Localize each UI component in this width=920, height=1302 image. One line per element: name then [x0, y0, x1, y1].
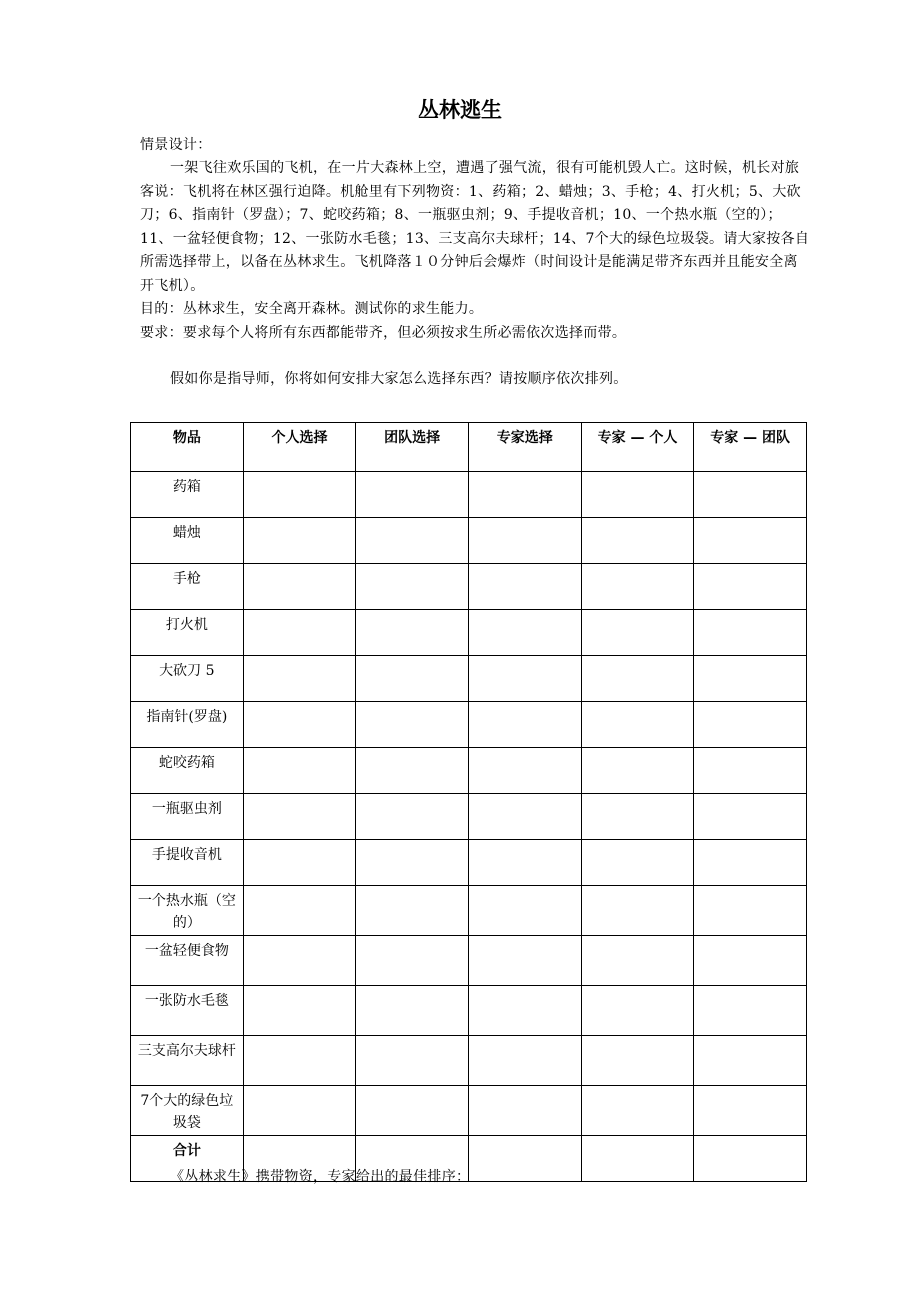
empty-cell [356, 840, 469, 886]
empty-cell [356, 748, 469, 794]
empty-cell [581, 1086, 694, 1136]
empty-cell [581, 518, 694, 564]
empty-cell [356, 986, 469, 1036]
item-name: 一张防水毛毯 [131, 986, 244, 1036]
empty-cell [694, 610, 807, 656]
item-name: 指南针(罗盘) [131, 702, 244, 748]
goal-text: 目的：丛林求生，安全离开森林。测试你的求生能力。 [140, 301, 484, 317]
empty-cell [468, 702, 581, 748]
table-row [131, 794, 807, 840]
requirement-text: 要求：要求每个人将所有东西都能带齐，但必须按求生所必需依次选择而带。 [140, 325, 627, 341]
column-header: 团队选择 [356, 423, 469, 472]
empty-cell [243, 702, 356, 748]
column-header: 专家选择 [468, 423, 581, 472]
empty-cell [243, 1036, 356, 1086]
column-header: 专家 — 团队 [694, 423, 807, 472]
empty-cell [581, 702, 694, 748]
empty-cell [468, 610, 581, 656]
table-row [131, 886, 807, 936]
column-header: 物品 [131, 423, 244, 472]
item-name: 7个大的绿色垃圾袋 [131, 1086, 244, 1136]
empty-cell [243, 610, 356, 656]
selection-table [130, 422, 807, 1182]
empty-cell [356, 1036, 469, 1086]
empty-cell [694, 936, 807, 986]
empty-cell [468, 840, 581, 886]
empty-cell [581, 656, 694, 702]
item-name: 一个热水瓶（空的） [131, 886, 244, 936]
empty-cell [581, 794, 694, 840]
empty-cell [468, 518, 581, 564]
empty-cell [694, 472, 807, 518]
empty-cell [581, 840, 694, 886]
item-name: 三支高尔夫球杆 [131, 1036, 244, 1086]
empty-cell [694, 1086, 807, 1136]
empty-cell [243, 986, 356, 1036]
empty-cell [356, 610, 469, 656]
empty-cell [243, 748, 356, 794]
empty-cell [356, 518, 469, 564]
table-row [131, 656, 807, 702]
empty-cell [694, 840, 807, 886]
table-row [131, 1086, 807, 1136]
empty-cell [243, 794, 356, 840]
footer-text: 《丛林求生》携带物资，专家给出的最佳排序： [170, 1169, 471, 1185]
empty-cell [581, 472, 694, 518]
table-row [131, 472, 807, 518]
table-row [131, 936, 807, 986]
table-row [131, 748, 807, 794]
empty-cell [581, 1036, 694, 1086]
empty-cell [356, 1086, 469, 1136]
item-name: 蜡烛 [131, 518, 244, 564]
empty-cell [581, 564, 694, 610]
empty-cell [581, 986, 694, 1036]
empty-cell [694, 656, 807, 702]
empty-cell [243, 936, 356, 986]
empty-cell [694, 748, 807, 794]
empty-cell [694, 886, 807, 936]
item-name: 手提收音机 [131, 840, 244, 886]
item-name: 手枪 [131, 564, 244, 610]
empty-cell [243, 656, 356, 702]
table-row [131, 1036, 807, 1086]
table-header-row [131, 423, 807, 472]
table-row [131, 518, 807, 564]
empty-cell [243, 886, 356, 936]
item-name: 一瓶驱虫剂 [131, 794, 244, 840]
empty-cell [468, 936, 581, 986]
question-text: 假如你是指导师，你将如何安排大家怎么选择东西？请按顺序依次排列。 [170, 371, 628, 387]
table-row [131, 840, 807, 886]
empty-cell [356, 794, 469, 840]
empty-cell [356, 472, 469, 518]
item-name: 打火机 [131, 610, 244, 656]
empty-cell [356, 886, 469, 936]
table-row [131, 610, 807, 656]
table-row [131, 702, 807, 748]
scenario-text: 一架飞往欢乐国的飞机，在一片大森林上空，遭遇了强气流，很有可能机毁人亡。这时候，机长对旅客说：飞机将在林区强行迫降。机舱里有下列物资：1、药箱；2、蜡烛；3、手枪；4、打火机；5、大砍刀；6、指南针（罗盘）；7、蛇咬药箱；8、一瓶驱虫剂；9、手提收音机；10、一个热水瓶（空的）；11、一盆轻便食物；12、一张防水毛毯；13、三支高尔夫球杆；14、7个大的绿色垃圾袋。请大家按各自所需选择带上，以备在丛林求生。飞机降落１０分钟后会爆炸（时间设计是能满足带齐东西并且能安全离开飞机）。 [140, 160, 810, 294]
empty-cell [468, 986, 581, 1036]
empty-cell [356, 702, 469, 748]
item-name: 合计 [131, 1136, 244, 1182]
column-header: 个人选择 [243, 423, 356, 472]
empty-cell [694, 518, 807, 564]
empty-cell [356, 936, 469, 986]
empty-cell [468, 564, 581, 610]
empty-cell [581, 610, 694, 656]
empty-cell [581, 748, 694, 794]
empty-cell [581, 886, 694, 936]
empty-cell [468, 794, 581, 840]
item-name: 药箱 [131, 472, 244, 518]
table-row [131, 564, 807, 610]
empty-cell [694, 794, 807, 840]
empty-cell [694, 986, 807, 1036]
table-row [131, 986, 807, 1036]
scenario-label: 情景设计： [140, 137, 212, 153]
empty-cell [468, 656, 581, 702]
empty-cell [243, 472, 356, 518]
empty-cell [468, 472, 581, 518]
column-header: 专家 — 个人 [581, 423, 694, 472]
page-title: 丛林逃生 [418, 98, 502, 122]
empty-cell [356, 656, 469, 702]
empty-cell [468, 1086, 581, 1136]
empty-cell [243, 518, 356, 564]
empty-cell [243, 840, 356, 886]
item-name: 一盆轻便食物 [131, 936, 244, 986]
empty-cell [468, 886, 581, 936]
empty-cell [694, 702, 807, 748]
item-name: 蛇咬药箱 [131, 748, 244, 794]
empty-cell [694, 1036, 807, 1086]
empty-cell [468, 1036, 581, 1086]
item-name: 大砍刀 5 [131, 656, 244, 702]
empty-cell [356, 564, 469, 610]
empty-cell [581, 936, 694, 986]
empty-cell [468, 748, 581, 794]
empty-cell [694, 564, 807, 610]
empty-cell [243, 1086, 356, 1136]
empty-cell [243, 564, 356, 610]
